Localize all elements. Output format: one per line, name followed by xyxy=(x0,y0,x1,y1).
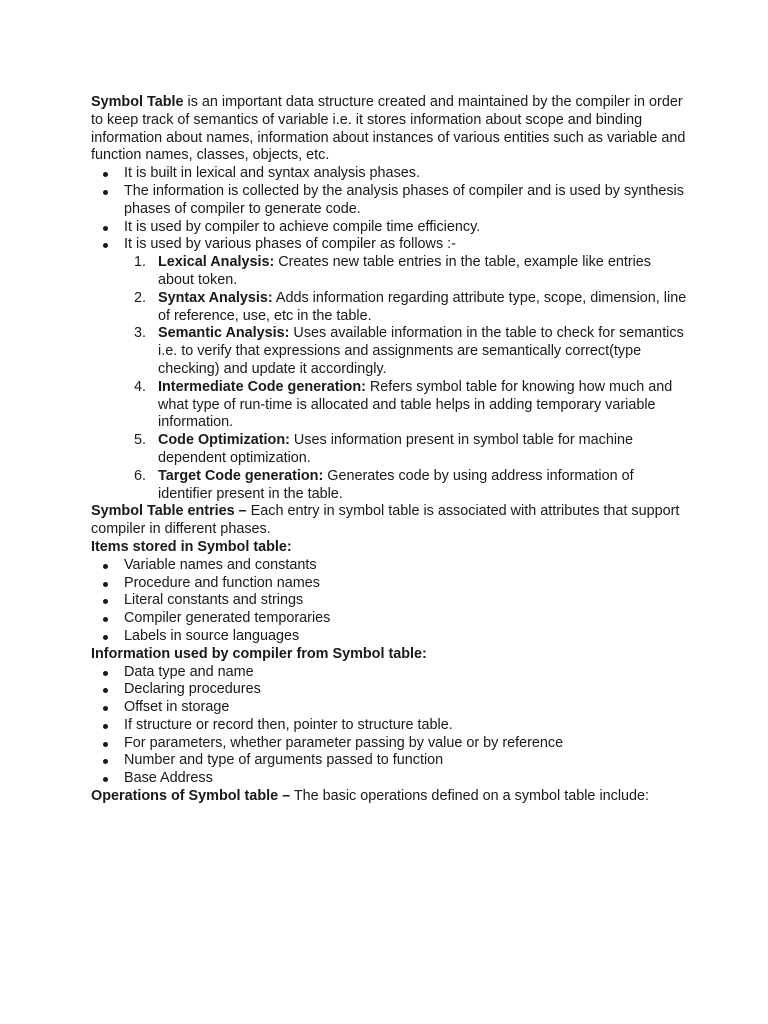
list-item-text: Procedure and function names xyxy=(124,574,320,591)
bullet-icon xyxy=(103,777,108,782)
list-item-text: Data type and name xyxy=(124,663,254,680)
phase-text: Generates code by using address information of identifier present in the table. xyxy=(158,467,634,502)
bullet-icon xyxy=(103,724,108,729)
list-item-text: Labels in source languages xyxy=(124,627,300,644)
phase-number: 4. xyxy=(134,378,147,395)
list-item xyxy=(91,236,691,503)
phase-title: Code Optimization: xyxy=(158,432,290,449)
bullet-icon xyxy=(103,564,108,569)
phase-number: 3. xyxy=(134,325,147,342)
list-item-text: Variable names and constants xyxy=(124,556,317,573)
phase-text: Refers symbol table for knowing how much and what type of run-time is allocated and table helps in adding temporary variable information. xyxy=(158,378,673,431)
info-heading: Information used by compiler from Symbol table: xyxy=(91,645,427,662)
phase-text: Uses information present in symbol table for machine dependent optimization. xyxy=(158,432,634,466)
list-item-text: Literal constants and strings xyxy=(124,592,304,609)
list-item-text: Number and type of arguments passed to function xyxy=(124,752,444,769)
list-item xyxy=(91,735,691,753)
items-bullet-list xyxy=(91,557,691,646)
entries-title: Symbol Table entries – xyxy=(91,503,247,520)
intro-term: Symbol Table xyxy=(91,94,184,110)
entries-text: Each entry in symbol table is associated with attributes that support compiler in different phases. xyxy=(91,503,680,538)
phase-item xyxy=(124,432,691,468)
intro-paragraph xyxy=(91,94,691,165)
intro-bullet-list xyxy=(91,165,691,503)
bullet-icon xyxy=(103,582,108,587)
phase-text: Adds information regarding attribute type, scope, dimension, line of reference, use, etc in the table. xyxy=(158,289,687,324)
list-item xyxy=(91,165,691,183)
phase-text: Creates new table entries in the table, example like entries about token. xyxy=(158,254,652,288)
list-item xyxy=(91,592,691,610)
operations-title: Operations of Symbol table – xyxy=(91,788,291,805)
phase-item xyxy=(124,379,691,432)
document-content xyxy=(91,94,691,806)
list-item-text: It is used by various phases of compiler as follows :- xyxy=(124,236,456,253)
list-item-text: If structure or record then, pointer to structure table. xyxy=(124,716,453,733)
info-bullet-list xyxy=(91,664,691,789)
phase-number: 1. xyxy=(134,254,147,271)
list-item-text: Declaring procedures xyxy=(124,681,261,698)
phase-number: 2. xyxy=(134,289,147,306)
list-item xyxy=(91,628,691,646)
phase-title: Semantic Analysis: xyxy=(158,325,290,342)
bullet-icon xyxy=(103,759,108,764)
bullet-icon xyxy=(103,706,108,711)
list-item xyxy=(91,557,691,575)
phase-number: 6. xyxy=(134,467,147,484)
phase-number: 5. xyxy=(134,432,147,449)
list-item-text: Offset in storage xyxy=(124,699,230,716)
list-item xyxy=(91,575,691,593)
bullet-icon xyxy=(103,742,108,747)
phase-item xyxy=(124,325,691,378)
list-item-text: Compiler generated temporaries xyxy=(124,610,331,627)
phase-item xyxy=(124,254,691,290)
list-item-text: Base Address xyxy=(124,770,213,787)
list-item xyxy=(91,770,691,788)
list-item-text: The information is collected by the analysis phases of compiler and is used by synthesis phases of compiler to generate code. xyxy=(124,182,684,217)
bullet-icon xyxy=(103,226,108,231)
phase-title: Target Code generation: xyxy=(158,467,324,484)
entries-paragraph xyxy=(91,503,691,539)
list-item xyxy=(91,717,691,735)
bullet-icon xyxy=(103,617,108,622)
intro-text: is an important data structure created and maintained by the compiler in order to keep track of semantics of variable i.e. it stores information about scope and binding information about names, information about instances of various entities such as variable and function names, classes, objects, etc. xyxy=(91,94,686,164)
bullet-icon xyxy=(103,688,108,693)
phase-item xyxy=(124,468,691,504)
operations-text: The basic operations defined on a symbol table include: xyxy=(290,788,650,805)
list-item-text: It is built in lexical and syntax analysis phases. xyxy=(124,165,420,182)
bullet-icon xyxy=(103,172,108,177)
phase-title: Syntax Analysis: xyxy=(158,289,273,306)
list-item-text: For parameters, whether parameter passing by value or by reference xyxy=(124,734,564,751)
bullet-icon xyxy=(103,243,108,248)
list-item xyxy=(91,664,691,682)
list-item xyxy=(91,752,691,770)
phase-title: Lexical Analysis: xyxy=(158,254,275,271)
list-item xyxy=(91,699,691,717)
phase-item xyxy=(124,290,691,326)
bullet-icon xyxy=(103,599,108,604)
bullet-icon xyxy=(103,671,108,676)
items-heading: Items stored in Symbol table: xyxy=(91,538,292,555)
bullet-icon xyxy=(103,635,108,640)
bullet-icon xyxy=(103,190,108,195)
phases-numbered-list xyxy=(124,254,691,503)
list-item xyxy=(91,183,691,219)
phase-title: Intermediate Code generation: xyxy=(158,378,366,395)
operations-paragraph xyxy=(91,788,691,806)
list-item xyxy=(91,219,691,237)
list-item xyxy=(91,610,691,628)
list-item-text: It is used by compiler to achieve compile time efficiency. xyxy=(124,218,481,235)
list-item xyxy=(91,681,691,699)
phase-text: Uses available information in the table to check for semantics i.e. to verify that expressions and assignments are semantically correct(type checking) and update it accordingly. xyxy=(158,325,684,377)
